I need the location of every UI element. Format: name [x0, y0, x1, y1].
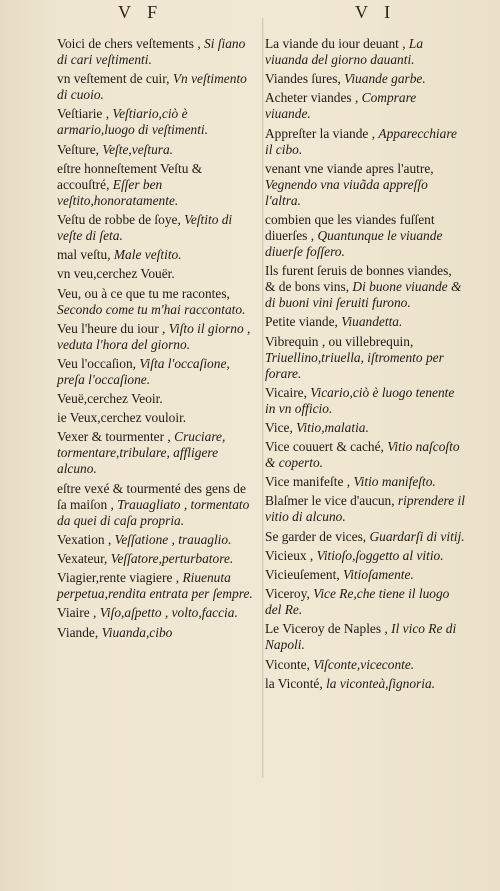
dictionary-entry: [265, 263, 465, 311]
italian-translation: Quantunque le viuande diuerſe foſſero.: [265, 227, 443, 259]
italian-translation: Viuandetta.: [341, 314, 403, 330]
french-headword: Veu, ou à ce que tu me racontes,: [57, 285, 230, 301]
french-headword: Veſtu de robbe de ſoye,: [57, 211, 185, 227]
italian-translation: Vitio naſcoſto & coperto.: [265, 439, 460, 471]
french-headword: Viceroy,: [265, 586, 314, 602]
french-headword: mal veſtu,: [57, 247, 114, 263]
dictionary-entry: [265, 439, 465, 471]
dictionary-entry: [265, 567, 465, 583]
french-headword: Vice manifeſte ,: [265, 474, 354, 490]
dictionary-entry: [57, 36, 257, 68]
italian-translation: Viſto il giorno , veduta l'hora del giorno.: [57, 320, 251, 352]
french-headword: Veſture,: [57, 141, 103, 157]
french-headword: Vicaire,: [265, 384, 311, 400]
dictionary-entry: [265, 334, 465, 382]
italian-translation: Di buone viuande & di buoni vini ſeruiti furono.: [265, 279, 462, 311]
italian-translation: Vn veſtimento di cuoio.: [57, 71, 247, 103]
dictionary-entry: [57, 321, 257, 353]
dictionary-entry: [57, 410, 257, 426]
french-headword: Le Viceroy de Naples ,: [265, 621, 392, 637]
italian-translation: Male veſtito.: [113, 247, 182, 263]
italian-translation: Veſte,veſtura.: [102, 141, 174, 157]
french-headword: Viande,: [57, 624, 102, 640]
italian-translation: Apparecchiare il cibo.: [265, 125, 457, 157]
italian-translation: Secondo come tu m'hai raccontato.: [57, 301, 246, 317]
french-headword: Acheter viandes ,: [265, 90, 362, 106]
french-headword: Viagier,rente viagiere ,: [57, 570, 183, 586]
french-headword: Viconte,: [265, 656, 314, 672]
dictionary-entry: [57, 71, 257, 103]
french-headword: Veu l'heure du iour ,: [57, 320, 169, 336]
dictionary-entry: [265, 36, 465, 68]
italian-translation: La viuanda del giorno dauanti.: [265, 36, 424, 67]
dictionary-entry: [265, 385, 465, 417]
french-headword: Veuë,cerchez Veoir.: [57, 391, 163, 407]
italian-translation: la viconteà,ſignoria.: [326, 675, 436, 691]
dictionary-entry: [57, 161, 257, 209]
left-column: [57, 36, 257, 644]
dictionary-entry: [265, 529, 465, 545]
dictionary-entry: [57, 605, 257, 621]
running-head-right: V I: [355, 2, 397, 22]
right-column: [265, 36, 465, 695]
italian-translation: Vitioſo,ſoggetto al vitio.: [316, 547, 444, 563]
dictionary-entry: [57, 532, 257, 548]
dictionary-entry: [57, 570, 257, 602]
french-headword: Vicieuſement,: [265, 567, 344, 582]
italian-translation: Triuellino,triuella, iſtromento per forare.: [265, 349, 444, 381]
dictionary-entry: [57, 481, 257, 529]
italian-translation: Vitio,malatia.: [296, 419, 369, 435]
dictionary-entry: [265, 126, 465, 158]
french-headword: vn veu,cerchez Vouër.: [57, 266, 175, 282]
italian-translation: Viſo,aſpetto , volto,faccia.: [99, 605, 238, 621]
french-headword: Vice couuert & caché,: [265, 439, 388, 455]
french-headword: Vice,: [265, 419, 297, 435]
french-headword: eſtre honneſtement Veſtu & accouſtré,: [57, 160, 203, 192]
dictionary-entry: [57, 625, 257, 641]
dictionary-entry: [57, 212, 257, 244]
italian-translation: Viſta l'occaſione, preſa l'occaſione.: [57, 355, 230, 387]
dictionary-entry: [265, 71, 465, 87]
french-headword: vn veſtement de cuir,: [57, 71, 173, 87]
dictionary-entry: [265, 161, 465, 209]
dictionary-entry: [265, 621, 465, 653]
dictionary-entry: [57, 247, 257, 263]
french-headword: Vexateur,: [57, 551, 111, 566]
italian-translation: Viſconte,viceconte.: [313, 656, 415, 672]
dictionary-entry: [57, 391, 257, 407]
italian-translation: Vitio manifeſto.: [353, 474, 436, 490]
italian-translation: Vegnendo vna viuãda appreſſo l'altra.: [265, 176, 428, 208]
dictionary-entry: [265, 676, 465, 692]
dictionary-entry: [57, 356, 257, 388]
italian-translation: Riuenuta perpetua,rendita entrata per ſempre.: [57, 570, 253, 602]
french-headword: Appreſter la viande ,: [265, 125, 379, 141]
french-headword: Voici de chers veſtements ,: [57, 36, 205, 51]
french-headword: Viandes ſures,: [265, 71, 345, 87]
french-headword: Veu l'occaſion,: [57, 355, 140, 371]
dictionary-entry: [57, 551, 257, 567]
dictionary-entry: [265, 90, 465, 122]
italian-translation: Veſſatione , trauaglio.: [114, 531, 232, 547]
dictionary-entry: [57, 286, 257, 318]
running-head-left: V F: [118, 2, 164, 22]
french-headword: eſtre vexé & tourmenté des gens de ſa maiſon ,: [57, 480, 246, 512]
dictionary-entry: [265, 548, 465, 564]
dictionary-entry: [265, 474, 465, 490]
dictionary-entry: [265, 586, 465, 618]
french-headword: la Viconté,: [265, 675, 327, 691]
french-headword: Veſtiarie ,: [57, 106, 113, 122]
french-headword: Se garder de vices,: [265, 528, 370, 544]
italian-translation: Cruciare, tormentare,tribulare, affligere alcuno.: [57, 429, 226, 477]
italian-translation: Eſſer ben veſtito,honoratamente.: [57, 176, 179, 208]
french-headword: Vexer & tourmenter ,: [57, 429, 175, 445]
italian-translation: Trauagliato , tormentato da quei di caſa propria.: [57, 496, 250, 528]
french-headword: Viaire ,: [57, 605, 100, 621]
italian-translation: Guardarſi di vitij.: [369, 528, 465, 544]
french-headword: Vicieux ,: [265, 547, 317, 563]
french-headword: ie Veux,cerchez vouloir.: [57, 410, 187, 426]
french-headword: combien que les viandes fuſſent diuerſes ,: [265, 211, 435, 243]
dictionary-entry: [265, 657, 465, 673]
italian-translation: Comprare viuande.: [265, 90, 417, 122]
french-headword: venant vne viande apres l'autre,: [265, 160, 434, 176]
italian-translation: Veſtito di veſte di ſeta.: [57, 211, 233, 243]
italian-translation: Vice Re,che tiene il luogo del Re.: [265, 586, 450, 618]
dictionary-entry: [265, 420, 465, 436]
italian-translation: Vitioſamente.: [343, 567, 414, 582]
page-gutter: [262, 18, 264, 778]
french-headword: Ils furent ſeruis de bonnes viandes, & de bons vins,: [265, 263, 452, 295]
italian-translation: Veſtiario,ciò è armario,luogo di veſtimenti.: [57, 106, 209, 138]
italian-translation: Viuande garbe.: [344, 71, 426, 87]
french-headword: Petite viande,: [265, 314, 342, 330]
dictionary-entry: [265, 212, 465, 260]
dictionary-entry: [57, 106, 257, 138]
french-headword: Blaſmer le vice d'aucun,: [265, 493, 398, 509]
italian-translation: Veſſatore,perturbatore.: [110, 551, 234, 566]
italian-translation: Vicario,ciò è luogo tenente in vn officio.: [265, 384, 455, 416]
french-headword: Vibrequin , ou villebrequin,: [265, 333, 414, 349]
italian-translation: Viuanda,cibo: [101, 624, 173, 640]
italian-translation: riprendere il vitio di alcuno.: [265, 493, 465, 525]
dictionary-entry: [265, 493, 465, 525]
dictionary-entry: [265, 314, 465, 330]
dictionary-entry: [57, 429, 257, 477]
dictionary-entry: [57, 142, 257, 158]
italian-translation: Il vico Re di Napoli.: [265, 621, 457, 653]
french-headword: La viande du iour deuant ,: [265, 36, 409, 51]
dictionary-entry: [57, 266, 257, 282]
french-headword: Vexation ,: [57, 531, 115, 547]
italian-translation: Si ſiano di cari veſtimenti.: [57, 36, 246, 67]
